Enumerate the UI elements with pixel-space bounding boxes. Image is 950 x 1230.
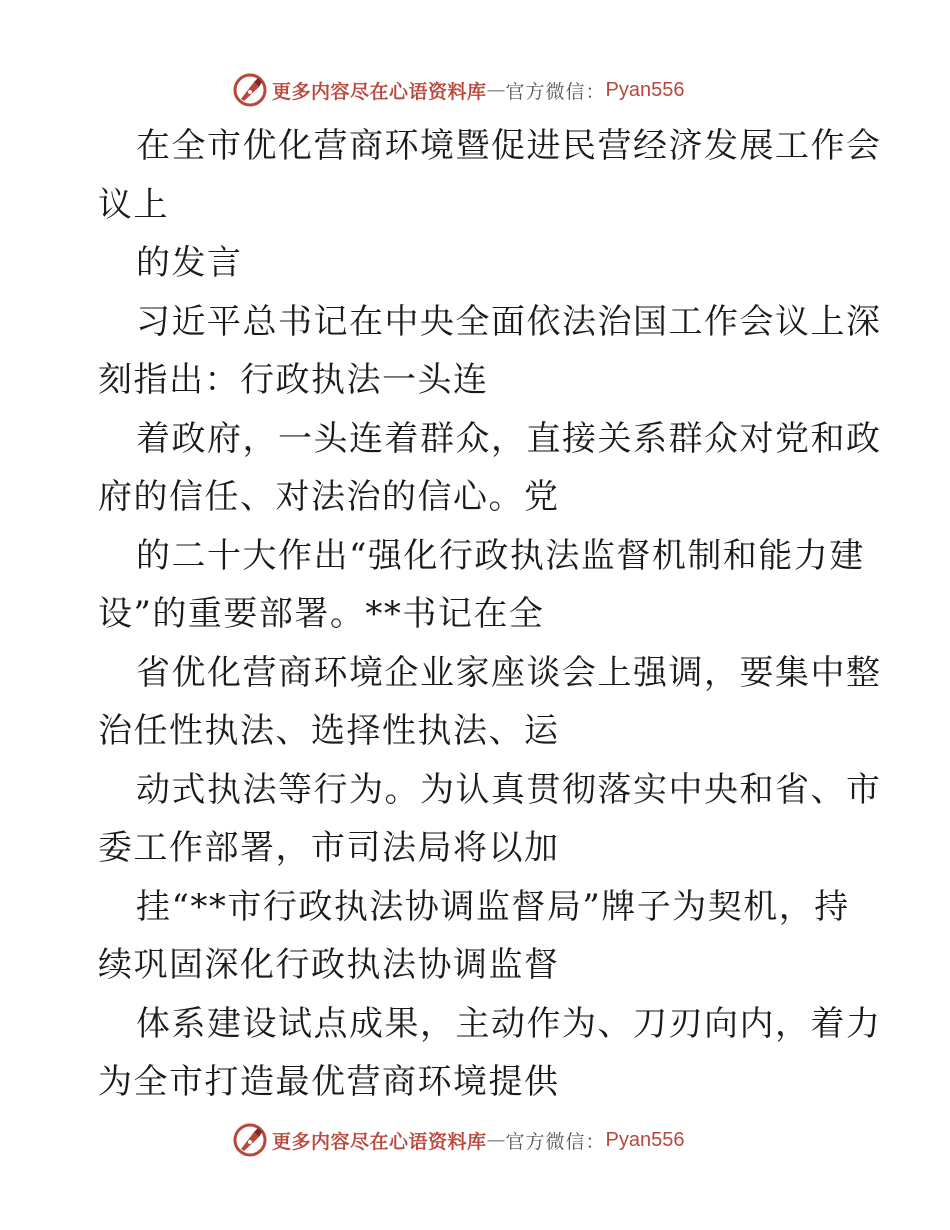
body-line: 为全市打造最优营商环境提供 [98, 1062, 560, 1102]
document-body [98, 117, 882, 1112]
header-wechat-id: Pyan556 [605, 78, 685, 101]
header-dash: — [486, 79, 506, 101]
pen-nib-logo-icon [232, 1122, 268, 1158]
body-line: 议上 [98, 184, 169, 225]
body-line: 的发言 [136, 243, 243, 283]
body-line: 的二十大作出“强化行政执法监督机制和能力建 [136, 535, 865, 576]
body-line: 府的信任、对法治的信心。党 [98, 477, 560, 517]
header-official-label: 官方微信： [505, 80, 606, 103]
body-line: 续巩固深化行政执法协调监督 [98, 945, 560, 985]
footer-wechat-id: Pyan556 [605, 1128, 685, 1151]
body-line: 习近平总书记在中央全面依法治国工作会议上深 [136, 301, 882, 342]
body-line: 委工作部署，市司法局将以加 [98, 828, 560, 868]
footer-dash: — [486, 1129, 506, 1151]
body-line: 动式执法等行为。为认真贯彻落实中央和省、市 [136, 769, 882, 810]
footer-banner [232, 1120, 685, 1160]
header-banner [232, 70, 685, 110]
body-line: 体系建设试点成果，主动作为、刀刃向内，着力 [136, 1003, 882, 1044]
body-line: 在全市优化营商环境暨促进民营经济发展工作会 [136, 126, 882, 166]
footer-site-name: 更多内容尽在心语资料库 [272, 1130, 487, 1153]
pen-nib-logo-icon [232, 72, 268, 108]
body-line: 治任性执法、选择性执法、运 [98, 711, 560, 751]
footer-official-label: 官方微信： [505, 1130, 606, 1153]
body-line: 省优化营商环境企业家座谈会上强调，要集中整 [136, 652, 882, 693]
header-site-name: 更多内容尽在心语资料库 [272, 80, 487, 103]
body-line: 刻指出：行政执法一头连 [98, 360, 489, 400]
body-line: 设”的重要部署。**书记在全 [98, 594, 545, 634]
body-line: 挂“**市行政执法协调监督局”牌子为契机，持 [136, 886, 850, 927]
body-line: 着政府，一头连着群众，直接关系群众对党和政 [136, 418, 882, 459]
